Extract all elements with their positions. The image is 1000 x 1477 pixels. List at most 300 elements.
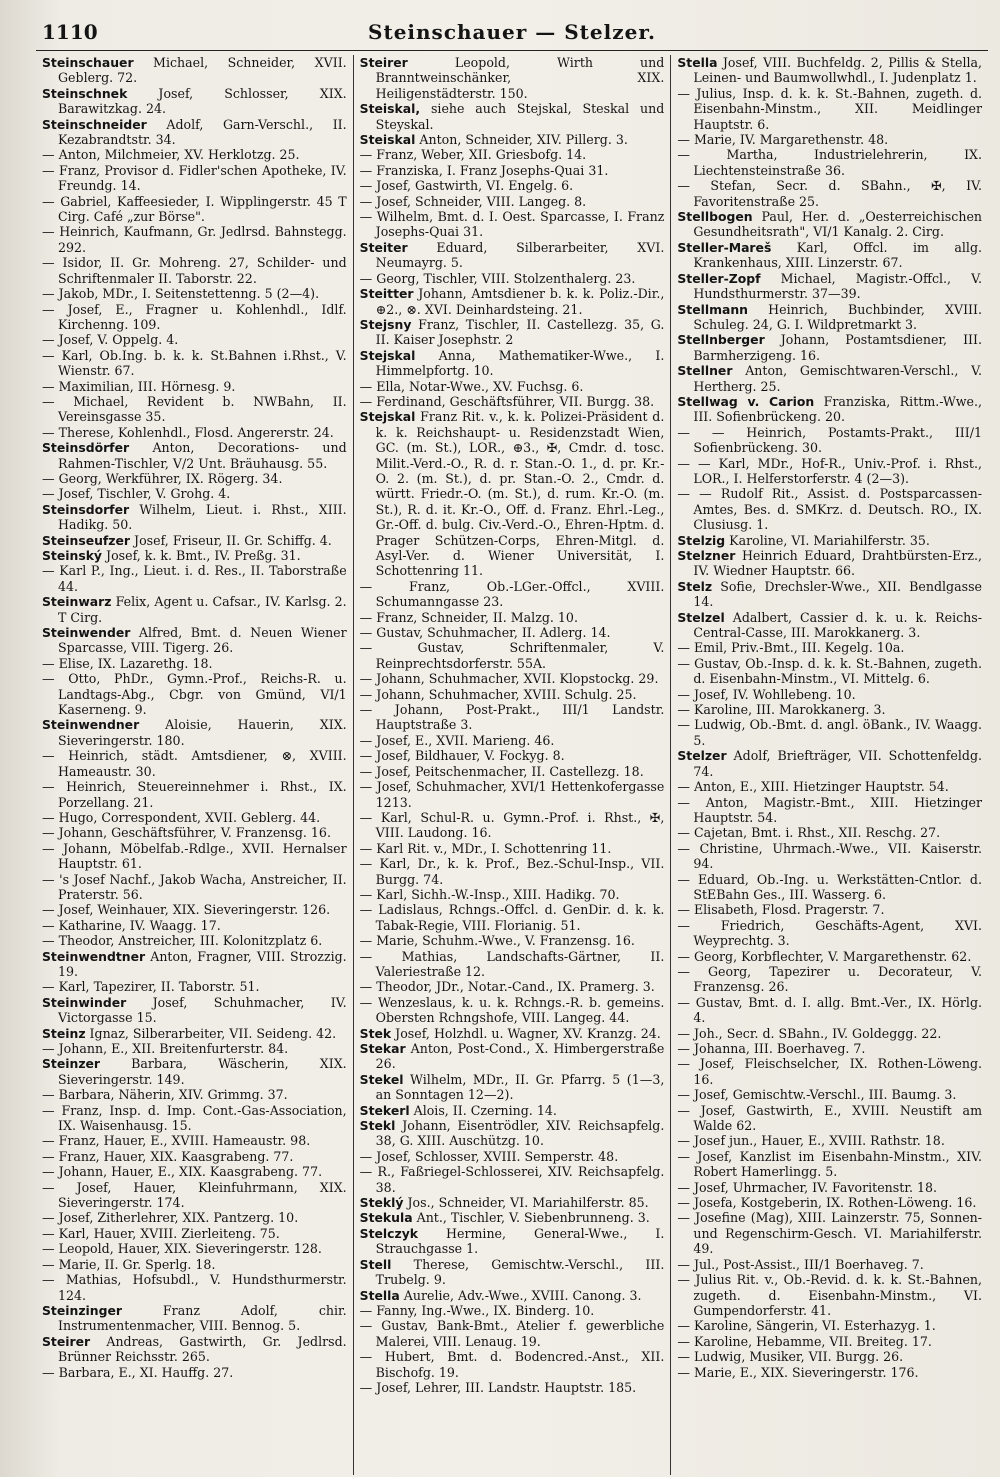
directory-entry xyxy=(360,733,665,748)
entry-text: — Gustav, Schriftenmaler, V. Reinprechtsdorferstr. 55A. xyxy=(359,640,665,671)
entry-text: — Gustav, Ob.-Insp. d. k. k. St.-Bahnen, zugeth. d. Eisenbahn-Minstm., VI. Mittelg. 6. xyxy=(677,655,983,687)
directory-entry xyxy=(360,209,665,240)
entry-text: Anton, Fragner, VIII. Strozzig. 19. xyxy=(58,948,347,979)
directory-entry xyxy=(677,795,982,826)
directory-entry xyxy=(677,55,982,86)
entry-text: — Josef, Gastwirth, VI. Engelg. 6. xyxy=(359,178,574,194)
directory-entry xyxy=(677,86,982,132)
directory-entry xyxy=(677,533,982,548)
entry-surname: Stekerl xyxy=(359,1102,410,1118)
directory-entry xyxy=(42,671,347,717)
directory-entry xyxy=(42,302,347,333)
directory-entry xyxy=(360,979,665,994)
entry-surname: Steinzinger xyxy=(42,1302,122,1318)
directory-entry xyxy=(42,933,347,948)
entry-columns xyxy=(36,55,988,1475)
entry-text: — Christine, Uhrmach.-Wwe., VII. Kaiserstr. 94. xyxy=(677,840,983,872)
directory-entry xyxy=(42,949,347,980)
entry-text: — Franz, Weber, XII. Griesbofg. 14. xyxy=(359,147,587,163)
entry-text: Hermine, General-Wwe., I. Strauchgasse 1. xyxy=(375,1225,665,1257)
directory-entry xyxy=(42,872,347,903)
running-title: Steinschauer — Stelzer. xyxy=(368,20,656,44)
directory-entry xyxy=(360,610,665,625)
entry-text: — Ludwig, Ob.-Bmt. d. angl. öBank., IV. Waagg. 5. xyxy=(677,717,983,748)
directory-entry xyxy=(42,548,347,563)
entry-surname: Stelczyk xyxy=(359,1225,419,1241)
directory-entry xyxy=(677,302,982,333)
entry-text: Aloisie, Hauerin, XIX. Sieveringerstr. 180. xyxy=(58,717,347,748)
directory-entry xyxy=(677,949,982,964)
entry-text: — Julius, Insp. d. k. k. St.-Bahnen, zugeth. d. Eisenbahn-Minstm., XII. Meidlinger Hauptstr. 6. xyxy=(677,85,983,132)
entry-text: Johann, Postamtsdiener, III. Barmherzigeng. 16. xyxy=(693,332,983,363)
entry-text: Johann, Eisentrödler, XIV. Reichsapfelg. 38, G. XIII. Auschützg. 10. xyxy=(375,1118,665,1149)
entry-surname: Stekel xyxy=(359,1071,404,1087)
directory-entry xyxy=(42,1210,347,1225)
directory-entry xyxy=(360,1288,665,1303)
entry-text: — Isidor, II. Gr. Mohreng. 27, Schilder- und Schriftenmaler II. Taborstr. 22. xyxy=(42,255,347,286)
entry-text: — Fanny, Ing.-Wwe., IX. Binderg. 10. xyxy=(359,1302,595,1318)
directory-entry xyxy=(360,1041,665,1072)
directory-entry xyxy=(360,317,665,348)
entry-text: — Gustav, Bank-Bmt., Atelier f. gewerbliche Malerei, VIII. Lenaug. 19. xyxy=(359,1318,665,1349)
entry-text: Alois, II. Czerning. 14. xyxy=(409,1102,557,1118)
directory-entry xyxy=(360,810,665,841)
page-header xyxy=(36,14,988,51)
entry-text: — Elise, IX. Lazarethg. 18. xyxy=(42,655,213,671)
entry-text: — Karl, Sichh.-W.-Insp., XIII. Hadikg. 70. xyxy=(359,886,620,902)
entry-text: — Anton, Milchmeier, XV. Herklotzg. 25. xyxy=(42,147,300,163)
entry-text: — Jul., Post-Assist., III/1 Boerhaveg. 7. xyxy=(677,1256,924,1272)
entry-surname: Steinseufzer xyxy=(42,532,131,548)
entry-text: — Josef, E., XVII. Marieng. 46. xyxy=(359,732,555,748)
directory-entry xyxy=(360,579,665,610)
entry-text: — Heinrich, Steuereinnehmer i. Rhst., IX. Porzellang. 21. xyxy=(42,779,347,810)
entry-surname: Stelzig xyxy=(677,532,726,548)
entry-text: — Theodor, JDr., Notar.-Cand., IX. Pramerg. 3. xyxy=(359,979,655,995)
entry-surname: Stella xyxy=(677,55,718,70)
entry-text: — Maximilian, III. Hörnesg. 9. xyxy=(42,378,236,394)
entry-text: Anton, Gemischtwaren-Verschl., V. Hertherg. 25. xyxy=(693,363,983,394)
entry-surname: Steinwender xyxy=(42,625,131,641)
entry-surname: Stek xyxy=(359,1025,392,1041)
directory-entry xyxy=(42,394,347,425)
entry-surname: Stellmann xyxy=(677,301,749,317)
entry-text: — Josef, Gemischtw.-Verschl., III. Baumg. 3. xyxy=(677,1087,957,1103)
directory-entry xyxy=(42,147,347,162)
directory-entry xyxy=(360,640,665,671)
entry-text: Adolf, Briefträger, VII. Schottenfeldg. 74. xyxy=(693,748,983,779)
entry-text: — Eduard, Ob.-Ing. u. Werkstätten-Cntlor. d. StEBahn Ges., III. Wasserg. 6. xyxy=(677,871,983,902)
directory-entry xyxy=(42,841,347,872)
entry-text: Jos., Schneider, VI. Mariahilferstr. 85. xyxy=(403,1195,649,1211)
directory-entry xyxy=(677,209,982,240)
column-3 xyxy=(670,55,988,1475)
directory-entry xyxy=(42,979,347,994)
entry-text: Felix, Agent u. Cafsar., IV. Karlsg. 2. T Cirg. xyxy=(58,594,347,625)
entry-text: — Mathias, Landschafts-Gärtner, II. Valeriestraße 12. xyxy=(359,948,665,979)
entry-surname: Steinschauer xyxy=(42,55,134,70)
directory-entry xyxy=(42,425,347,440)
entry-surname: Stelzer xyxy=(677,748,727,764)
directory-entry xyxy=(42,810,347,825)
entry-surname: Stellwag v. Carion xyxy=(677,393,815,409)
entry-text: — Cajetan, Bmt. i. Rhst., XII. Reschg. 27. xyxy=(677,825,941,841)
directory-entry xyxy=(677,1195,982,1210)
entry-surname: Steinzer xyxy=(42,1056,101,1072)
entry-text: — Johann, Geschäftsführer, V. Franzensg. 16. xyxy=(42,825,331,841)
entry-text: Johann, Amtsdiener b. k. k. Poliz.-Dir., ⊕2., ⊗. XVI. Deinhardsteing. 21. xyxy=(375,286,665,317)
directory-entry xyxy=(677,717,982,748)
entry-text: — Karoline, Sängerin, VI. Esterhazyg. 1. xyxy=(677,1318,936,1334)
directory-entry xyxy=(360,856,665,887)
entry-text: — — Rudolf Rit., Assist. d. Postsparcassen-Amtes, Bes. d. SMKrz. d. Deutsch. RO., IX. Clusiusg. 1. xyxy=(677,486,983,533)
directory-entry xyxy=(677,332,982,363)
directory-entry xyxy=(360,995,665,1026)
directory-entry xyxy=(677,687,982,702)
directory-entry xyxy=(360,933,665,948)
directory-entry xyxy=(677,1349,982,1364)
directory-entry xyxy=(42,779,347,810)
entry-text: Anna, Mathematiker-Wwe., I. Himmelpfortg. 10. xyxy=(375,347,665,379)
directory-entry xyxy=(360,625,665,640)
entry-text: — Karoline, Hebamme, VII. Breiteg. 17. xyxy=(677,1333,932,1349)
directory-entry xyxy=(360,1072,665,1103)
directory-entry xyxy=(360,286,665,317)
entry-text: siehe auch Stejskal, Steskal und Steyskal. xyxy=(375,101,665,132)
directory-entry xyxy=(42,1241,347,1256)
entry-surname: Steller-Mareš xyxy=(677,239,772,255)
entry-surname: Stejsny xyxy=(359,316,412,332)
entry-text: — Hubert, Bmt. d. Bodencred.-Anst., XII. Bischofg. 19. xyxy=(359,1349,665,1380)
directory-entry xyxy=(677,1272,982,1318)
directory-entry xyxy=(677,702,982,717)
directory-entry xyxy=(42,1334,347,1365)
entry-text: — Josef, Zitherlehrer, XIX. Pantzerg. 10. xyxy=(42,1210,299,1226)
entry-text: Franz Rit. v., k. k. Polizei-Präsident d. k. k. Reichshaupt- u. Residenzstadt Wien, GC. (m. St.), LOR., ⊕3., ✠, Cmdr. d. tosc. Milit.-Verd.-O., R. d. r. Stan.-O. 1., d. pr. Kr.-O. 2. (m. St.), d. pr. Stan.-O. 2., Cmdr. d. württ. Friedr.-O. (m. St.), d. rum. Kr.-O. (m. St.), R. d. it. Kr.-O., Off. d. Franz. Ehrl.-Leg., Gr.-Off. d. bulg. Civ.-Verd.-O., Ehren-Hptm. d. Prager Schützen-Corps, Ehren-Mitgl. d. Asyl-Ver. d. Wiener Universität, I. Schottenring 11. xyxy=(375,409,665,579)
directory-entry xyxy=(42,656,347,671)
directory-entry xyxy=(360,178,665,193)
entry-text: — Josefa, Kostgeberin, IX. Rothen-Löweng. 16. xyxy=(677,1195,977,1211)
directory-entry xyxy=(42,1303,347,1334)
entry-text: — Elisabeth, Flosd. Pragerstr. 7. xyxy=(677,902,885,918)
entry-text: — Heinrich, Kaufmann, Gr. Jedlrsd. Bahnstegg. 292. xyxy=(42,224,347,255)
entry-surname: Steirer xyxy=(42,1333,91,1349)
entry-text: Josef, Holzhdl. u. Wagner, XV. Kranzg. 24. xyxy=(391,1025,661,1041)
entry-surname: Stejskal xyxy=(359,409,416,425)
directory-entry xyxy=(42,594,347,625)
entry-text: Heinrich, Buchbinder, XVIII. Schuleg. 24, G. I. Wildpretmarkt 3. xyxy=(693,301,983,332)
entry-surname: Steinwendner xyxy=(42,717,140,733)
directory-entry xyxy=(360,1226,665,1257)
entry-text: — Julius Rit. v., Ob.-Revid. d. k. k. St.-Bahnen, zugeth. d. Eisenbahn-Minstm., VI. Gumpendorferstr. 41. xyxy=(677,1272,983,1318)
directory-entry xyxy=(677,825,982,840)
entry-text: Therese, Gemischtw.-Verschl., III. Trubelg. 9. xyxy=(375,1256,665,1288)
directory-entry xyxy=(677,425,982,456)
directory-entry xyxy=(677,178,982,209)
entry-text: — Emil, Priv.-Bmt., III. Kegelg. 10a. xyxy=(677,640,905,656)
directory-entry xyxy=(360,409,665,578)
entry-text: — 's Josef Nachf., Jakob Wacha, Anstreicher, II. Praterstr. 56. xyxy=(42,871,347,902)
directory-entry xyxy=(42,194,347,225)
entry-text: Heinrich Eduard, Drahtbürsten-Erz., IV. Wiedner Hauptstr. 66. xyxy=(693,548,983,579)
directory-entry xyxy=(42,86,347,117)
entry-text: Franz Adolf, chir. Instrumentenmacher, VIII. Bennog. 5. xyxy=(58,1302,347,1334)
entry-text: — Johanna, III. Boerhaveg. 7. xyxy=(677,1041,866,1056)
entry-text: Josef, Friseur, II. Gr. Schiffg. 4. xyxy=(130,532,332,548)
entry-text: — Franz, Hauer, E., XVIII. Hameaustr. 98. xyxy=(42,1133,311,1149)
directory-entry xyxy=(42,486,347,501)
entry-text: — Josef, Kanzlist im Eisenbahn-Minstm., XIV. Robert Hamerlingg. 5. xyxy=(677,1148,983,1180)
entry-text: — Franz, Insp. d. Imp. Cont.-Gas-Association, IX. Waisenhausg. 15. xyxy=(42,1102,347,1134)
entry-text: Leopold, Wirth und Branntweinschänker, XIX. Heiligenstädterstr. 150. xyxy=(375,55,665,101)
entry-surname: Stejskal xyxy=(359,347,416,363)
entry-surname: Stekula xyxy=(359,1210,413,1226)
directory-entry xyxy=(677,748,982,779)
entry-text: — Georg, Tapezirer u. Decorateur, V. Franzensg. 26. xyxy=(677,963,983,995)
directory-entry xyxy=(677,1365,982,1380)
entry-text: — Johann, Hauer, E., XIX. Kaasgrabeng. 77. xyxy=(42,1164,323,1180)
directory-entry xyxy=(42,1056,347,1087)
entry-text: Aurelie, Adv.-Wwe., XVIII. Canong. 3. xyxy=(399,1287,642,1303)
entry-text: — Anton, Magistr.-Bmt., XIII. Hietzinger Hauptstr. 54. xyxy=(677,794,983,825)
directory-entry xyxy=(360,1257,665,1288)
entry-text: — Heinrich, städt. Amtsdiener, ⊗, XVIII. Hameaustr. 30. xyxy=(42,748,347,779)
entry-text: — Karl Rit. v., MDr., I. Schottenring 11. xyxy=(359,840,612,856)
entry-text: — Ella, Notar-Wwe., XV. Fuchsg. 6. xyxy=(359,378,584,394)
entry-text: Anton, Decorations- und Rahmen-Tischler, V/2 Unt. Bräuhausg. 55. xyxy=(58,440,347,471)
entry-text: — Josef, Hauer, Kleinfuhrmann, XIX. Sieveringerstr. 174. xyxy=(42,1179,347,1211)
directory-entry xyxy=(677,841,982,872)
directory-entry xyxy=(677,1087,982,1102)
directory-entry xyxy=(677,486,982,532)
directory-entry xyxy=(42,825,347,840)
directory-entry xyxy=(677,132,982,147)
entry-text: — Barbara, Näherin, XIV. Grimmg. 37. xyxy=(42,1087,288,1103)
directory-entry xyxy=(360,348,665,379)
directory-entry xyxy=(42,1133,347,1148)
entry-text: Josef, Schlosser, XIX. Barawitzkag. 24. xyxy=(58,85,347,117)
entry-surname: Stellnberger xyxy=(677,332,765,348)
directory-entry xyxy=(42,224,347,255)
entry-text: — R., Faßriegel-Schlosserei, XIV. Reichsapfelg. 38. xyxy=(359,1164,665,1195)
directory-entry xyxy=(360,394,665,409)
entry-surname: Steklý xyxy=(359,1195,404,1211)
directory-entry xyxy=(42,995,347,1026)
directory-entry xyxy=(677,363,982,394)
entry-text: — Johann, Möbelfab.-Rdlge., XVII. Hernalser Hauptstr. 61. xyxy=(42,840,347,872)
entry-surname: Stelzel xyxy=(677,609,725,625)
directory-entry xyxy=(677,1257,982,1272)
entry-surname: Steiter xyxy=(359,239,408,255)
directory-entry xyxy=(677,1133,982,1148)
directory-entry xyxy=(360,902,665,933)
directory-entry xyxy=(677,456,982,487)
entry-text: — Marie, Schuhm.-Wwe., V. Franzensg. 16. xyxy=(359,933,635,949)
entry-text: — Karoline, III. Marokkanerg. 3. xyxy=(677,702,886,718)
directory-entry xyxy=(42,1026,347,1041)
entry-text: — Josef, Tischler, V. Grohg. 4. xyxy=(42,486,231,502)
entry-text: — Josef, E., Fragner u. Kohlenhdl., Idlf. Kirchenng. 109. xyxy=(42,301,347,332)
entry-text: — — Heinrich, Postamts-Prakt., III/1 Sofienbrückeng. 30. xyxy=(677,424,983,456)
directory-entry xyxy=(360,240,665,271)
directory-entry xyxy=(360,779,665,810)
directory-entry xyxy=(360,764,665,779)
entry-text: — Theodor, Anstreicher, III. Kolonitzplatz 6. xyxy=(42,933,323,949)
directory-entry xyxy=(42,502,347,533)
entry-text: — Franz, Schneider, II. Malzg. 10. xyxy=(359,609,578,625)
directory-entry xyxy=(677,579,982,610)
directory-entry xyxy=(677,1334,982,1349)
entry-text: — Josef, Gastwirth, E., XVIII. Neustift am Walde 62. xyxy=(677,1102,983,1134)
entry-surname: Steinsdorfer xyxy=(42,501,130,517)
directory-entry xyxy=(677,1210,982,1256)
entry-text: Sofie, Drechsler-Wwe., XII. Bendlgasse 14. xyxy=(693,578,983,610)
directory-entry xyxy=(42,625,347,656)
entry-text: Franziska, Rittm.-Wwe., III. Sofienbrückeng. 20. xyxy=(693,393,983,425)
directory-entry xyxy=(360,194,665,209)
directory-entry xyxy=(677,1180,982,1195)
entry-text: — Karl P., Ing., Lieut. i. d. Res., II. Taborstraße 44. xyxy=(42,563,347,594)
directory-entry xyxy=(677,656,982,687)
entry-text: — Franziska, I. Franz Josephs-Quai 31. xyxy=(359,162,609,178)
directory-entry xyxy=(42,440,347,471)
directory-entry xyxy=(42,348,347,379)
entry-text: — Josef, V. Oppelg. 4. xyxy=(42,332,179,348)
directory-entry xyxy=(42,1365,347,1380)
entry-text: — Karl, Hauer, XVIII. Zierleiteng. 75. xyxy=(42,1225,280,1241)
directory-entry xyxy=(360,147,665,162)
entry-text: Michael, Magistr.-Offcl., V. Hundsthurmerstr. 37—39. xyxy=(693,270,983,302)
directory-entry xyxy=(360,1349,665,1380)
directory-entry xyxy=(42,563,347,594)
entry-surname: Steirer xyxy=(359,55,408,70)
directory-entry xyxy=(677,902,982,917)
directory-entry xyxy=(360,1195,665,1210)
directory-entry xyxy=(360,379,665,394)
entry-text: — Josef, Schlosser, XVIII. Semperstr. 48. xyxy=(359,1148,619,1164)
directory-entry xyxy=(677,918,982,949)
entry-text: — Josef jun., Hauer, E., XVIII. Rathstr. 18. xyxy=(677,1133,945,1149)
entry-text: — Mathias, Hofsubdl., V. Hundsthurmerstr. 124. xyxy=(42,1272,347,1303)
entry-text: — Jakob, MDr., I. Seitenstettenng. 5 (2—4). xyxy=(42,286,320,302)
entry-surname: Stelz xyxy=(677,578,713,594)
entry-text: Anton, Post-Cond., X. Himbergerstraße 26. xyxy=(375,1041,665,1072)
directory-entry xyxy=(360,101,665,132)
entry-text: — Marie, IV. Margarethenstr. 48. xyxy=(677,132,889,148)
entry-surname: Steitter xyxy=(359,286,414,302)
entry-text: — Karl, Dr., k. k. Prof., Bez.-Schul-Insp., VII. Burgg. 74. xyxy=(359,856,665,887)
directory-entry xyxy=(360,1318,665,1349)
entry-surname: Stekar xyxy=(359,1041,406,1056)
column-2 xyxy=(353,55,671,1475)
directory-entry xyxy=(42,379,347,394)
entry-text: Eduard, Silberarbeiter, XVI. Neumayrg. 5. xyxy=(375,239,665,271)
directory-entry xyxy=(360,271,665,286)
entry-text: — Martha, Industrielehrerin, IX. Liechtensteinstraße 36. xyxy=(677,147,983,178)
directory-entry xyxy=(42,55,347,86)
directory-entry xyxy=(360,887,665,902)
entry-text: Alfred, Bmt. d. Neuen Wiener Sparcasse, VIII. Tigerg. 26. xyxy=(58,625,347,656)
entry-text: Josef, VIII. Buchfeldg. 2, Pillis & Stella, Leinen- und Baumwollwhdl., I. Judenplatz 1. xyxy=(693,55,983,86)
directory-entry xyxy=(42,1103,347,1134)
entry-surname: Steinwinder xyxy=(42,994,127,1010)
directory-entry xyxy=(42,1087,347,1102)
entry-surname: Steinsdörfer xyxy=(42,440,130,456)
entry-text: — Josefine (Mag), XIII. Lainzerstr. 75, Sonnen- und Regenschirm-Gesch. VI. Mariahilferstr. 49. xyxy=(677,1210,983,1257)
directory-entry xyxy=(42,471,347,486)
directory-entry xyxy=(360,1380,665,1395)
directory-entry xyxy=(677,640,982,655)
directory-entry xyxy=(677,1041,982,1056)
entry-text: — Ferdinand, Geschäftsführer, VII. Burgg. 38. xyxy=(359,393,655,409)
directory-entry xyxy=(360,163,665,178)
entry-surname: Steinwendtner xyxy=(42,948,146,964)
entry-text: — Ladislaus, Rchngs.-Offcl. d. GenDir. d. k. k. Tabak-Regie, VIII. Florianig. 51. xyxy=(359,902,665,933)
directory-entry xyxy=(360,1303,665,1318)
entry-text: — Marie, E., XIX. Sieveringerstr. 176. xyxy=(677,1364,919,1380)
directory-entry xyxy=(360,1210,665,1225)
entry-text: Wilhelm, MDr., II. Gr. Pfarrg. 5 (1—3, an Sonntagen 12—2). xyxy=(375,1071,665,1103)
directory-entry xyxy=(42,717,347,748)
directory-entry xyxy=(360,748,665,763)
directory-entry xyxy=(677,610,982,641)
entry-text: Barbara, Wäscherin, XIX. Sieveringerstr. 149. xyxy=(58,1056,347,1087)
directory-entry xyxy=(677,1026,982,1041)
directory-entry xyxy=(677,1103,982,1134)
entry-text: Franz, Tischler, II. Castellezg. 35, G. II. Kaiser Josephstr. 2 xyxy=(375,316,665,348)
directory-entry xyxy=(42,748,347,779)
entry-text: — Josef, IV. Wohllebeng. 10. xyxy=(677,686,856,702)
entry-text: — Georg, Korbflechter, V. Margarethenstr. 62. xyxy=(677,948,972,964)
entry-surname: Steiskal xyxy=(359,132,416,148)
entry-text: — Josef, Fleischselcher, IX. Rothen-Löweng. 16. xyxy=(677,1056,983,1087)
entry-text: Ignaz, Silberarbeiter, VII. Seideng. 42. xyxy=(85,1025,337,1041)
entry-text: — Josef, Schuhmacher, XVI/1 Hettenkofergasse 1213. xyxy=(359,779,665,810)
entry-text: — Josef, Lehrer, III. Landstr. Hauptstr. 185. xyxy=(359,1379,637,1395)
directory-entry xyxy=(677,394,982,425)
directory-entry xyxy=(360,949,665,980)
entry-text: Andreas, Gastwirth, Gr. Jedlrsd. Brünner Reichsstr. 265. xyxy=(58,1333,347,1365)
entry-surname: Steinwarz xyxy=(42,594,112,610)
entry-surname: Steinz xyxy=(42,1025,86,1041)
entry-text: — Franz, Provisor d. Fidler'schen Apotheke, IV. Freundg. 14. xyxy=(42,162,347,194)
directory-entry xyxy=(42,918,347,933)
entry-text: Josef, k. k. Bmt., IV. Preßg. 31. xyxy=(102,548,301,563)
entry-text: — Therese, Kohlenhdl., Flosd. Angererstr. 24. xyxy=(42,424,334,440)
directory-entry xyxy=(42,1180,347,1211)
directory-entry xyxy=(360,132,665,147)
directory-entry xyxy=(677,1056,982,1087)
directory-entry xyxy=(42,332,347,347)
entry-text: Paul, Her. d. „Oesterreichischen Gesundheitsrath", VI/1 Kanalg. 2. Cirg. xyxy=(693,209,983,240)
entry-surname: Stellner xyxy=(677,363,733,379)
directory-entry xyxy=(360,687,665,702)
entry-text: — Karl, Ob.Ing. b. k. k. St.Bahnen i.Rhst., V. Wienstr. 67. xyxy=(42,347,347,379)
page-number: 1110 xyxy=(42,20,98,44)
entry-surname: Steinschneider xyxy=(42,116,147,132)
entry-text: — Gustav, Bmt. d. I. allg. Bmt.-Ver., IX. Hörlg. 4. xyxy=(677,994,983,1026)
entry-text: — Joh., Secr. d. SBahn., IV. Goldeggg. 22. xyxy=(677,1025,942,1041)
entry-surname: Steiskal, xyxy=(359,101,421,117)
directory-entry xyxy=(42,1272,347,1303)
entry-text: — Stefan, Secr. d. SBahn., ✠, IV. Favoritenstraße 25. xyxy=(677,178,983,209)
directory-entry xyxy=(42,1226,347,1241)
entry-text: — Marie, II. Gr. Sperlg. 18. xyxy=(42,1256,216,1272)
entry-text: — Barbara, E., XI. Hauffg. 27. xyxy=(42,1364,234,1380)
entry-text: Anton, Schneider, XIV. Pillerg. 3. xyxy=(415,132,628,148)
entry-text: — Johann, Post-Prakt., III/1 Landstr. Hauptstraße 3. xyxy=(359,702,665,733)
entry-text: — Josef, Uhrmacher, IV. Favoritenstr. 18. xyxy=(677,1179,937,1195)
